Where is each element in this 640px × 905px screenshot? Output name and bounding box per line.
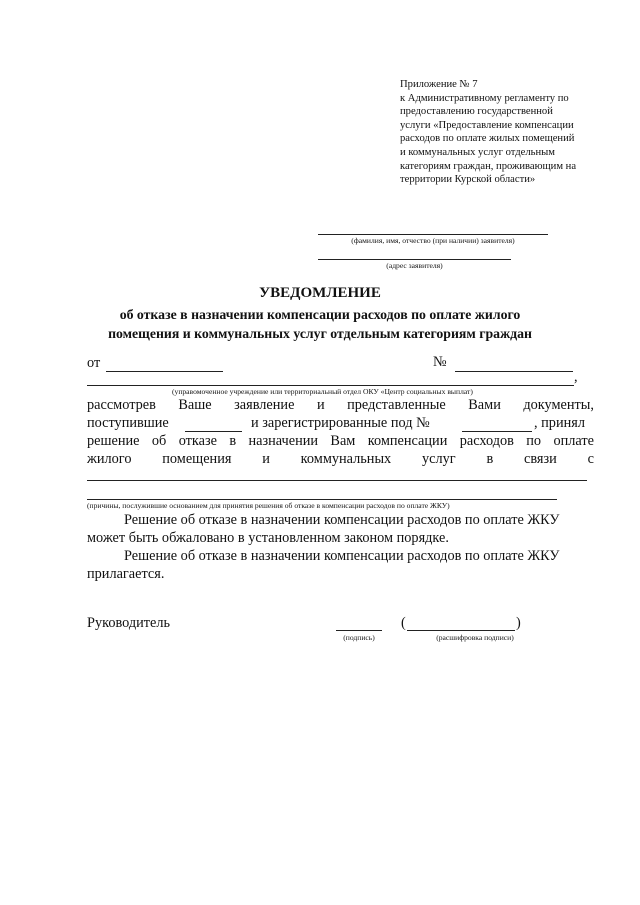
appeal-paragraph-line-2: может быть обжаловано в установленном законом порядке. — [87, 530, 449, 546]
appendix-line: и коммунальных услуг отдельным — [400, 146, 555, 158]
body-line-2-a: поступившие — [87, 415, 169, 431]
appendix-line: услуги «Предоставление компенсации — [400, 119, 574, 131]
body-line-4: жилого помещения и коммунальных услуг в связи с — [87, 451, 594, 467]
applicant-address-caption: (адрес заявителя) — [386, 261, 443, 270]
appendix-line: категориям граждан, проживающим на — [400, 160, 577, 172]
institution-caption: (управомоченное учреждение или территориальный отдел ОКУ «Центр социальных выплат) — [172, 387, 473, 396]
attachment-paragraph-line-2: прилагается. — [87, 566, 165, 582]
institution-comma: , — [574, 369, 578, 385]
body-line-1: рассмотрев Ваше заявление и представленные Вами документы, — [87, 397, 594, 413]
applicant-name-caption: (фамилия, имя, отчество (при наличии) заявителя) — [351, 236, 515, 245]
signature-line — [336, 630, 382, 631]
received-date-line — [185, 431, 242, 432]
applicant-address-line — [318, 259, 511, 260]
appendix-line: расходов по оплате жилых помещений — [400, 133, 575, 145]
notice-subtitle-1: об отказе в назначении компенсации расходов по оплате жилого — [119, 307, 521, 322]
head-label: Руководитель — [87, 615, 171, 631]
applicant-name-line — [318, 234, 548, 235]
decode-caption: (расшифровка подписи) — [436, 633, 514, 642]
body-line-2-b: и зарегистрированные под № — [251, 415, 430, 431]
notice-subtitle-2: помещения и коммунальных услуг отдельным категориям граждан — [108, 326, 532, 341]
number-label: № — [433, 354, 447, 370]
from-label: от — [87, 355, 101, 371]
appendix-line: Приложение № 7 — [400, 79, 478, 90]
appeal-paragraph-line-1: Решение об отказе в назначении компенсации расходов по оплате ЖКУ — [124, 512, 560, 528]
reasons-line-1 — [87, 480, 587, 481]
reasons-caption: (причины, послужившие основанием для принятия решения об отказе в компенсации расходов по оплате ЖКУ) — [87, 501, 450, 510]
institution-line — [87, 385, 574, 386]
notice-title: УВЕДОМЛЕНИЕ — [259, 285, 381, 301]
from-date-line — [106, 371, 223, 372]
decode-open-paren: ( — [401, 615, 406, 631]
registration-number-line — [462, 431, 532, 432]
attachment-paragraph-line-1: Решение об отказе в назначении компенсации расходов по оплате ЖКУ — [124, 548, 560, 564]
body-line-2-c: , принял — [534, 415, 585, 431]
signature-caption: (подпись) — [343, 633, 375, 642]
appendix-line: к Административному регламенту по — [400, 92, 569, 104]
decode-line — [407, 630, 515, 631]
reasons-line-2 — [87, 499, 557, 500]
decode-close-paren: ) — [516, 615, 521, 631]
appendix-block — [400, 78, 615, 187]
appendix-line: предоставлению государственной — [400, 106, 553, 118]
body-line-3: решение об отказе в назначении Вам компенсации расходов по оплате — [87, 433, 594, 449]
appendix-line: территории Курской области» — [400, 174, 536, 186]
number-line — [455, 371, 573, 372]
